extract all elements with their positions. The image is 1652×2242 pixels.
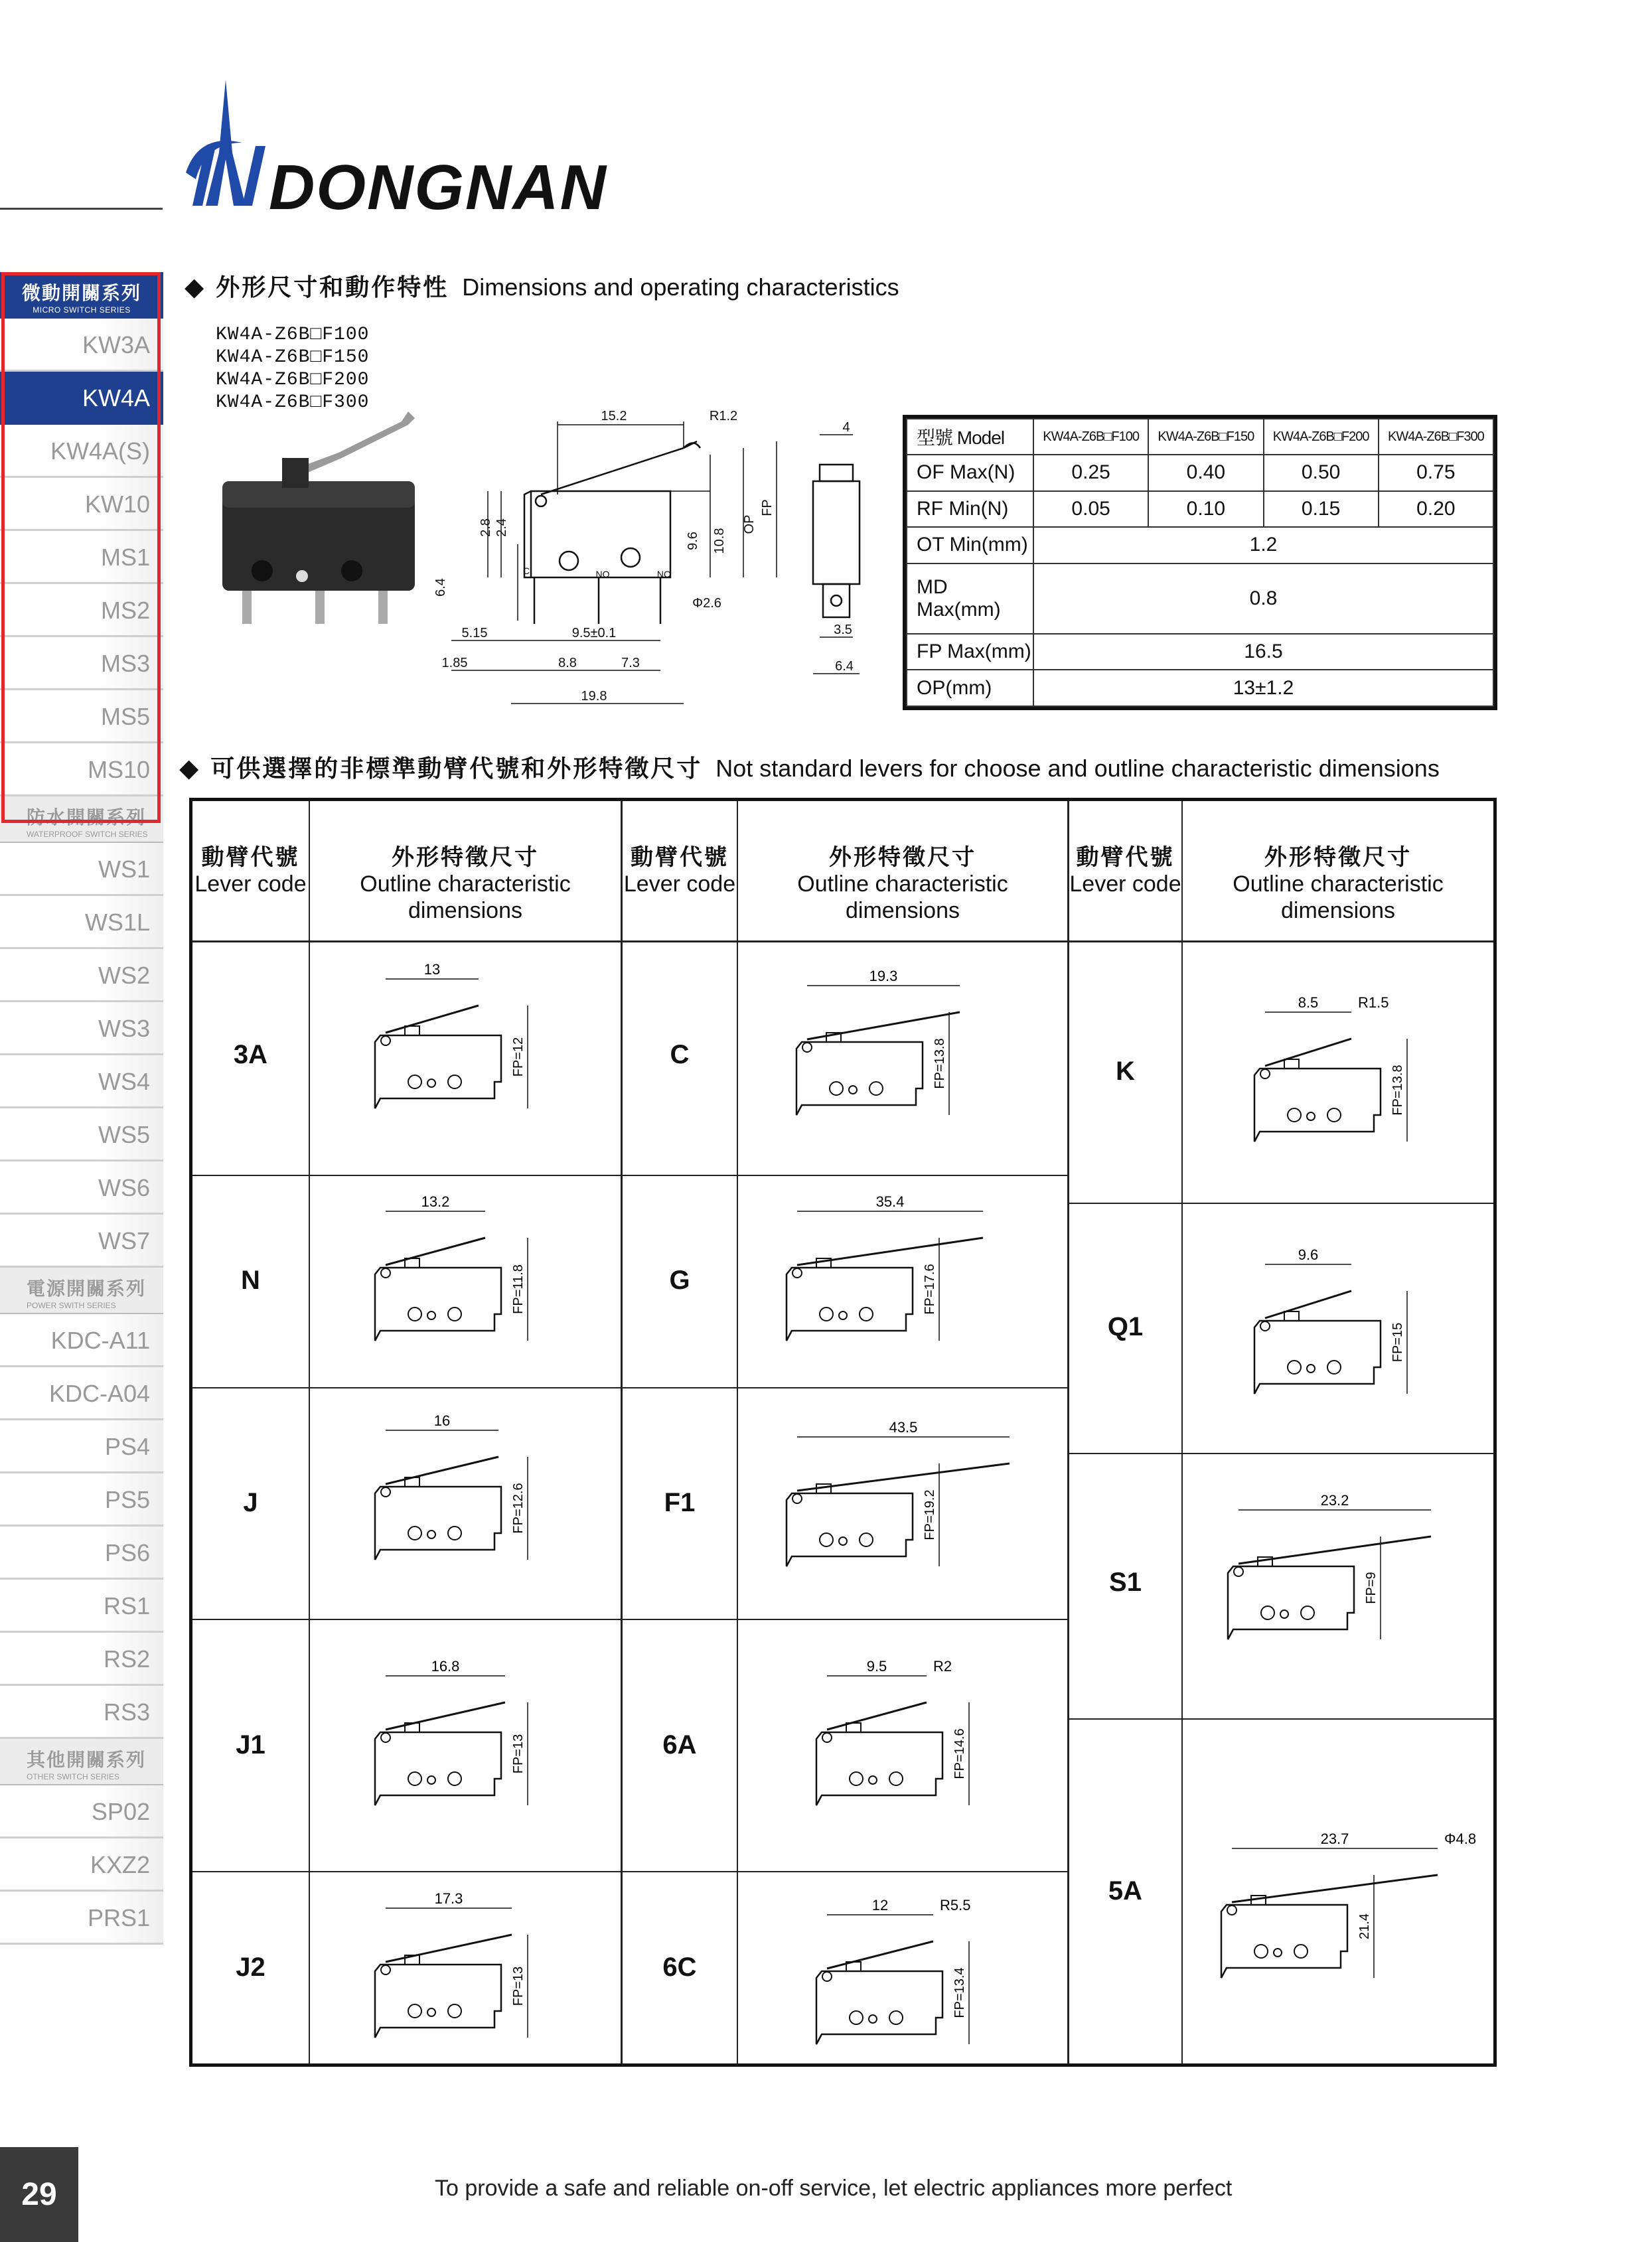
mounting-hole (889, 1772, 903, 1785)
lever-arm (386, 1935, 512, 1962)
model-item: KW4A-Z6B□F150 (216, 347, 370, 368)
sidebar-item-ws3[interactable]: WS3 (0, 1002, 163, 1055)
mounting-hole (802, 1043, 812, 1052)
header-cell: KW4A-Z6B□F150 (1148, 419, 1263, 455)
sidebar-item-rs2[interactable]: RS2 (0, 1633, 163, 1686)
mounting-hole (1280, 1610, 1288, 1618)
grid-line (1067, 1453, 1493, 1454)
table-header-row (907, 419, 1493, 455)
section-title-cn: 可供選擇的非標準動臂代號和外形特徵尺寸 (210, 755, 703, 782)
table-row (907, 491, 1493, 528)
lever-code: 6C (662, 1953, 697, 1982)
fp-label: FP=9 (1364, 1572, 1379, 1604)
switch-body (796, 1042, 923, 1115)
fp-label: FP=17.6 (923, 1264, 937, 1315)
lever-outline-q1 (1241, 1248, 1440, 1420)
sidebar-item-ms1[interactable]: MS1 (0, 531, 163, 584)
sidebar-item-kw4a-s[interactable]: KW4A(S) (0, 425, 163, 478)
mounting-hole (427, 1776, 435, 1784)
sidebar-item-ws7[interactable]: WS7 (0, 1215, 163, 1268)
header-model-label: 型號 Model (907, 419, 1033, 455)
lever-outline-j1 (362, 1659, 561, 1832)
length-label: 13.2 (421, 1193, 450, 1210)
radius-label: R1.5 (1358, 994, 1389, 1011)
sidebar-item-kdc-a11[interactable]: KDC-A11 (0, 1314, 163, 1367)
grid-line (737, 801, 738, 2063)
sidebar-item-ps4[interactable]: PS4 (0, 1420, 163, 1473)
header-en: Lever code (623, 871, 736, 897)
mounting-hole (869, 1776, 877, 1784)
sidebar-item-ws6[interactable]: WS6 (0, 1161, 163, 1215)
header-cell: KW4A-Z6B□F200 (1264, 419, 1379, 455)
mounting-hole (1294, 1945, 1308, 1958)
header-outline (738, 844, 1067, 924)
switch-body (1254, 1321, 1381, 1394)
section-heading-dimensions (185, 269, 899, 303)
section-title-en: Dimensions and operating characteristics (462, 273, 899, 301)
mounting-hole (850, 1772, 863, 1785)
dongnan-logo-mark-icon (179, 73, 272, 219)
grid-line (192, 1619, 1067, 1620)
mounting-hole (427, 1079, 435, 1087)
active-series-highlight (1, 272, 161, 823)
mounting-hole (408, 2004, 421, 2018)
lever-outline-j2 (362, 1892, 561, 2064)
dim-label: Φ2.6 (692, 596, 721, 611)
fp-label: FP=13 (511, 1734, 526, 1774)
length-label: 12 (871, 1897, 889, 1913)
table-cell: 13±1.2 (1033, 670, 1493, 706)
lever-arm (1265, 1039, 1351, 1066)
sidebar-item-sp02[interactable]: SP02 (0, 1785, 163, 1838)
fp-label: FP=14.6 (952, 1728, 967, 1779)
dim-label: R1.2 (709, 409, 738, 423)
group-title-en: OTHER SWITCH SERIES (27, 1772, 120, 1781)
sidebar-group-header (0, 1739, 163, 1785)
mounting-hole (839, 1537, 847, 1545)
grid-line (192, 1387, 1067, 1388)
length-label: 17.3 (434, 1890, 463, 1907)
grid-line (309, 801, 310, 2063)
lever-arm (386, 1238, 485, 1265)
sidebar-item-ws4[interactable]: WS4 (0, 1055, 163, 1108)
mounting-hole (1301, 1606, 1314, 1619)
mounting-hole (839, 1311, 847, 1319)
table-cell: 0.8 (1033, 563, 1493, 634)
header-lever-code (1069, 844, 1181, 897)
sidebar-item-rs1[interactable]: RS1 (0, 1580, 163, 1633)
mounting-hole (448, 1527, 461, 1540)
lever-outline-c (783, 969, 1002, 1142)
lever-code: C (670, 1040, 690, 1069)
length-label: 43.5 (889, 1419, 918, 1436)
lever-arm (1232, 1875, 1438, 1902)
sidebar-item-ms10[interactable]: MS10 (0, 743, 163, 796)
lever-arm (386, 1457, 498, 1484)
length-label: 13 (423, 961, 441, 978)
row-label: OF Max(N) (907, 455, 1033, 491)
sidebar-item-ws1[interactable]: WS1 (0, 843, 163, 896)
mounting-hole (1261, 1606, 1274, 1619)
sidebar-item-ws5[interactable]: WS5 (0, 1108, 163, 1161)
dim-label: 9.6 (686, 532, 700, 550)
lever-code: J2 (236, 1953, 265, 1982)
switch-body (787, 1268, 913, 1341)
grid-line (1067, 1718, 1493, 1720)
mounting-hole (448, 1075, 461, 1088)
length-label: 8.5 (1298, 994, 1319, 1011)
mounting-hole (408, 1075, 421, 1088)
switch-body (1254, 1069, 1381, 1142)
group-title-en: WATERPROOF SWITCH SERIES (27, 830, 148, 839)
mounting-hole (830, 1082, 843, 1095)
lever-outline-6c (803, 1898, 1002, 2071)
sidebar-item-ms5[interactable]: MS5 (0, 690, 163, 743)
switch-body (375, 1965, 501, 2038)
grid-line (192, 940, 1493, 942)
table-cell: 0.15 (1264, 491, 1379, 528)
sidebar-item-prs1[interactable]: PRS1 (0, 1892, 163, 1945)
mounting-hole (1260, 1069, 1270, 1079)
section-heading-levers (179, 750, 1440, 784)
dim-label: 2.4 (494, 518, 509, 537)
mounting-hole (1307, 1365, 1315, 1373)
header-cn: 外形特徵尺寸 (829, 845, 976, 870)
mounting-hole (448, 1308, 461, 1321)
diamond-bullet-icon: ◆ (185, 273, 204, 301)
lever-outline-k (1241, 996, 1440, 1168)
mounting-hole (381, 1487, 390, 1497)
mounting-hole (1327, 1108, 1341, 1122)
dim-label: 10.8 (712, 528, 727, 554)
header-en: Outline characteristic dimensions (360, 871, 571, 923)
fp-label: FP=13.8 (933, 1038, 947, 1089)
switch-body (375, 1487, 501, 1560)
sidebar-item-kxz2[interactable]: KXZ2 (0, 1838, 163, 1892)
actuator-cap (1284, 1059, 1299, 1069)
fp-label: FP=11.8 (511, 1264, 526, 1314)
lever-code: G (669, 1266, 690, 1295)
table-cell: 0.50 (1264, 455, 1379, 491)
lever-code: S1 (1109, 1568, 1142, 1597)
sidebar-item-ps6[interactable]: PS6 (0, 1527, 163, 1580)
group-title-en: MICRO SWITCH SERIES (33, 305, 131, 315)
header-lever-code (192, 844, 309, 897)
grid-line (1067, 801, 1069, 2063)
header-lever-code (623, 844, 737, 897)
fp-label: FP=19.2 (923, 1489, 937, 1540)
mounting-hole (1260, 1321, 1270, 1331)
lever-outline-j (362, 1414, 561, 1586)
dim-label: 3.5 (834, 623, 852, 637)
lever-code: 6A (662, 1730, 697, 1759)
switch-body (816, 1732, 942, 1805)
dimension-drawing (431, 402, 896, 713)
lever-outline-g (773, 1195, 1012, 1367)
grid-line (192, 1175, 1067, 1176)
lever-outline-f1 (773, 1407, 1025, 1593)
sidebar-item-kdc-a04[interactable]: KDC-A04 (0, 1367, 163, 1420)
dim-label: C (522, 565, 530, 576)
header-cell: KW4A-Z6B□F300 (1379, 419, 1493, 455)
lever-outline-6a (803, 1659, 1002, 1832)
dim-label: 1.85 (441, 656, 468, 670)
grid-line (1067, 1203, 1493, 1204)
model-item: KW4A-Z6B□F100 (216, 325, 370, 345)
lever-outline-s1 (1215, 1492, 1467, 1666)
mounting-hole (381, 1036, 390, 1045)
mounting-hole (427, 2008, 435, 2016)
table-cell: 0.20 (1379, 491, 1493, 528)
page-number: 29 (0, 2147, 78, 2242)
table-row (907, 527, 1493, 563)
lever-arm (386, 1006, 479, 1033)
operating-characteristics-table (903, 415, 1497, 710)
lever-outline-5a (1208, 1792, 1487, 2004)
mounting-hole (408, 1772, 421, 1785)
grid-line (621, 801, 623, 2063)
sidebar-item-kw4a[interactable]: KW4A (0, 372, 163, 425)
dim-label: 19.8 (581, 689, 607, 704)
mounting-hole (408, 1527, 421, 1540)
header-cn: 動臂代號 (1076, 845, 1175, 870)
row-label: OT Min(mm) (907, 527, 1033, 563)
lever-arm (1239, 1536, 1431, 1564)
header-cn: 外形特徵尺寸 (392, 845, 539, 870)
lever-arm (797, 1238, 983, 1265)
footer-slogan: To provide a safe and reliable on-off service, let electric appliances more perfect (435, 2176, 1233, 2201)
mounting-hole (792, 1494, 802, 1503)
switch-body (1221, 1905, 1347, 1978)
switch-body (1228, 1566, 1354, 1639)
table-cell: 0.25 (1033, 455, 1148, 491)
lever-outline-3a (362, 962, 561, 1135)
fp-label: FP=13.4 (952, 1967, 967, 2018)
table-cell: 16.5 (1033, 634, 1493, 670)
header-en: Outline characteristic dimensions (797, 871, 1008, 923)
dim-label: 2.8 (479, 518, 493, 537)
mounting-hole (1274, 1949, 1282, 1957)
mounting-hole (850, 2011, 863, 2024)
header-rule (0, 208, 163, 210)
dim-label: 5.15 (461, 626, 488, 640)
lever-arm (827, 1941, 933, 1969)
dim-label: 15.2 (601, 409, 627, 423)
sidebar-item-ws1l[interactable]: WS1L (0, 896, 163, 949)
grid-line (192, 1871, 1067, 1872)
table-row (907, 455, 1493, 491)
length-label: 9.6 (1298, 1246, 1319, 1263)
length-label: 19.3 (869, 968, 898, 984)
mounting-hole (1288, 1108, 1301, 1122)
header-en: Outline characteristic dimensions (1233, 871, 1444, 923)
sidebar-item-ps5[interactable]: PS5 (0, 1473, 163, 1527)
sidebar-item-ms2[interactable]: MS2 (0, 584, 163, 637)
lever-code: J (243, 1488, 258, 1517)
switch-body (375, 1268, 501, 1341)
mounting-hole (448, 1772, 461, 1785)
sidebar-item-kw10[interactable]: KW10 (0, 478, 163, 531)
fp-label: FP=15 (1390, 1322, 1405, 1363)
mounting-hole (822, 1972, 832, 1981)
mounting-hole (1288, 1361, 1301, 1374)
mounting-hole (822, 1733, 832, 1742)
lever-arm (1265, 1291, 1351, 1318)
mounting-hole (427, 1311, 435, 1319)
group-title-cn: 其他開關系列 (27, 1750, 147, 1770)
dim-label: 4 (842, 420, 850, 435)
lever-outline-n (362, 1195, 561, 1367)
sidebar-item-ws2[interactable]: WS2 (0, 949, 163, 1002)
sidebar-item-kw3a[interactable]: KW3A (0, 319, 163, 372)
group-title-cn: 微動開關系列 (21, 283, 141, 303)
dim-label: NC (656, 569, 671, 579)
mounting-hole (869, 2015, 877, 2023)
model-item: KW4A-Z6B□F300 (216, 392, 370, 413)
mounting-hole (381, 1268, 390, 1278)
header-outline (310, 844, 621, 924)
mounting-hole (860, 1308, 873, 1321)
radius-label: Φ4.8 (1444, 1831, 1477, 1847)
mounting-hole (849, 1086, 857, 1094)
mounting-hole (860, 1533, 873, 1546)
header-en: Lever code (194, 871, 307, 897)
brand-name: DONGNAN (269, 152, 607, 223)
sidebar-item-rs3[interactable]: RS3 (0, 1686, 163, 1739)
switch-body (375, 1035, 501, 1108)
dim-label: OP (742, 514, 757, 534)
mounting-hole (381, 1733, 390, 1742)
fp-label: FP=13.8 (1390, 1065, 1405, 1116)
row-label: FP Max(mm) (907, 634, 1033, 670)
fp-label: FP=12.6 (511, 1483, 526, 1534)
header-outline (1183, 844, 1493, 924)
mounting-hole (820, 1533, 833, 1546)
mounting-hole (792, 1268, 802, 1278)
mounting-hole (820, 1308, 833, 1321)
lever-code: 3A (233, 1040, 268, 1069)
switch-body (816, 1971, 942, 2044)
mounting-hole (1234, 1567, 1243, 1576)
table-cell: 1.2 (1033, 527, 1493, 563)
mounting-hole (1227, 1906, 1237, 1915)
lever-arm (807, 1012, 960, 1039)
fp-label: FP=13 (511, 1966, 526, 2006)
lever-code: F1 (664, 1488, 696, 1517)
lever-arm (827, 1702, 927, 1730)
mounting-hole (1254, 1945, 1268, 1958)
length-label: 35.4 (875, 1193, 905, 1210)
table-row (907, 634, 1493, 670)
radius-label: R2 (933, 1658, 952, 1675)
length-label: 23.2 (1320, 1492, 1349, 1509)
radius-label: R5.5 (940, 1897, 971, 1913)
dim-label: 8.8 (558, 656, 577, 670)
mounting-hole (1307, 1112, 1315, 1120)
mounting-hole (869, 1082, 883, 1095)
sidebar-item-ms3[interactable]: MS3 (0, 637, 163, 690)
group-title-cn: 電源開關系列 (27, 1278, 147, 1299)
dim-label: NO (595, 569, 610, 579)
mounting-hole (1327, 1361, 1341, 1374)
dim-label: 9.5±0.1 (571, 626, 617, 640)
table-cell: 0.40 (1148, 455, 1263, 491)
row-label: RF Min(N) (907, 491, 1033, 528)
dim-label: 6.4 (835, 659, 854, 674)
lever-code: Q1 (1107, 1312, 1144, 1341)
switch-body (787, 1493, 913, 1566)
mounting-hole (448, 2004, 461, 2018)
model-list (216, 324, 369, 414)
mounting-hole (408, 1308, 421, 1321)
group-title-en: POWER SWITH SERIES (27, 1301, 116, 1310)
dim-label: FP (760, 499, 775, 516)
table-cell: 0.05 (1033, 491, 1148, 528)
header-cn: 動臂代號 (631, 845, 729, 870)
length-label: 23.7 (1320, 1831, 1349, 1847)
table-row (907, 670, 1493, 706)
length-label: 9.5 (866, 1658, 887, 1675)
grid-line (1181, 801, 1183, 2063)
table-cell: 0.10 (1148, 491, 1263, 528)
actuator-cap (1284, 1311, 1299, 1321)
fp-label: 21.4 (1357, 1913, 1372, 1939)
lever-arm (797, 1463, 1010, 1491)
lever-arm (386, 1702, 505, 1730)
length-label: 16.8 (431, 1658, 460, 1675)
fp-label: FP=12 (511, 1037, 526, 1077)
mounting-hole (427, 1531, 435, 1538)
mounting-hole (889, 2011, 903, 2024)
switch-body (375, 1732, 501, 1805)
lever-code: N (241, 1266, 260, 1295)
diamond-bullet-icon: ◆ (179, 755, 199, 783)
sidebar-group-header (0, 1268, 163, 1314)
header-cn: 動臂代號 (201, 845, 300, 870)
lever-code: K (1116, 1057, 1135, 1086)
row-label: OP(mm) (907, 670, 1033, 706)
header-cell: KW4A-Z6B□F100 (1033, 419, 1148, 455)
header-cn: 外形特徵尺寸 (1264, 845, 1412, 870)
lever-code: J1 (236, 1730, 265, 1759)
lever-code: 5A (1108, 1876, 1143, 1906)
section-title-cn: 外形尺寸和動作特性 (216, 273, 449, 301)
header-en: Lever code (1069, 871, 1181, 897)
length-label: 16 (433, 1412, 451, 1429)
table-row (907, 563, 1493, 634)
group-title-cn: 防水開關系列 (27, 807, 147, 828)
dim-label: 6.4 (433, 578, 448, 597)
row-label: MD Max(mm) (907, 563, 1033, 634)
product-photo (209, 405, 428, 644)
mounting-hole (381, 1965, 390, 1975)
model-item: KW4A-Z6B□F200 (216, 370, 370, 390)
table-cell: 0.75 (1379, 455, 1493, 491)
brand-logo (179, 73, 644, 226)
dim-label: 7.3 (621, 656, 640, 670)
section-title-en: Not standard levers for choose and outline characteristic dimensions (715, 755, 1440, 782)
